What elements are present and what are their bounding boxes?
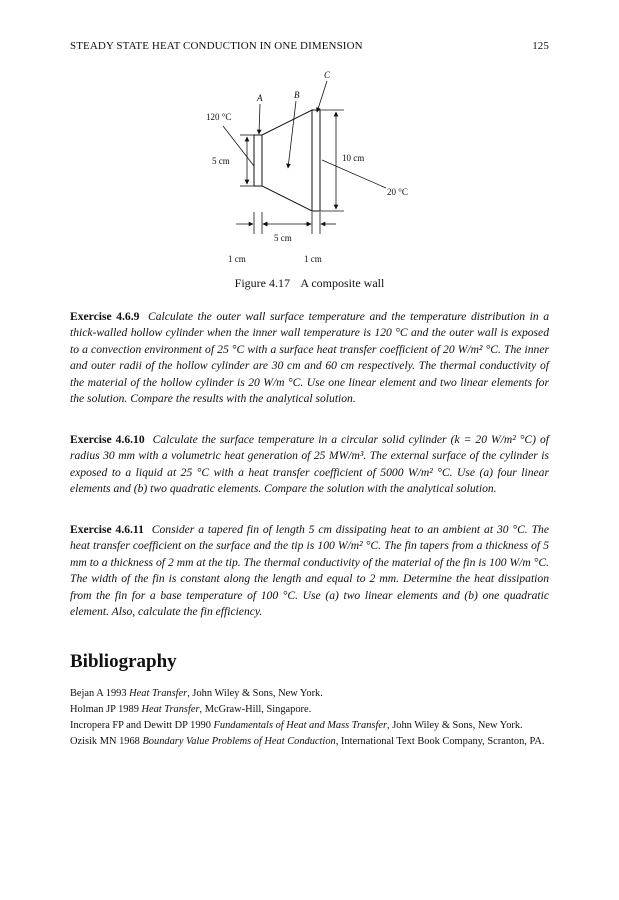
exercise-label: Exercise 4.6.10 <box>70 433 145 446</box>
exercise-label: Exercise 4.6.11 <box>70 523 144 536</box>
label-inner-temp: 120 °C <box>206 112 232 122</box>
reference-title: Heat Transfer <box>141 704 200 715</box>
pointer-b <box>288 101 296 168</box>
pointer-a <box>259 104 260 134</box>
exercise-4-6-10 <box>70 432 549 498</box>
reference-item: Ozisik MN 1968 Boundary Value Problems of Heat Conduction, International Text Book Company, Scranton, PA. <box>70 736 545 747</box>
figure-caption <box>0 276 619 291</box>
label-b: B <box>294 90 300 100</box>
exercise-label: Exercise 4.6.9 <box>70 310 140 323</box>
composite-wall-diagram <box>190 66 420 271</box>
exercise-text: Calculate the surface temperature in a circular solid cylinder (k = 20 W/m² °C) of radius 30 mm with a volumetric heat generation of 25 MW/m³. The external surface of the cylinder is exposed to a liquid at 25 °C with a heat transfer coefficient of 5000 W/m² °C. Use (a) four linear elements and (b) two quadratic elements. Compare the solution with the analytical solution. <box>70 433 550 496</box>
label-height-small: 5 cm <box>212 156 230 166</box>
reference-title: Boundary Value Problems of Heat Conduction <box>142 736 336 747</box>
caption-number: Figure 4.17 <box>234 276 290 290</box>
wall-b <box>262 110 312 211</box>
caption-text: A composite wall <box>300 276 385 290</box>
label-thick-b: 5 cm <box>274 233 292 243</box>
exercise-text: Consider a tapered fin of length 5 cm dissipating heat to an ambient at 30 °C. The heat transfer coefficient on the surface and the tip is 100 W/m² °C. The fin tapers from a thickness of 5 mm to a thickness of 2 mm at the tip. The thermal conductivity of the material of the fin is 100 W/m °C. The width of the fin is constant along the length and equal to 2 mm. Determine the heat dissipation from the fin for a base temperature of 100 °C. Use (a) two linear elements and (b) one quadratic element. Also, calculate the fin efficiency. <box>70 523 549 619</box>
reference-title: Fundamentals of Heat and Mass Transfer <box>213 720 388 731</box>
bibliography-list <box>70 686 549 750</box>
label-thick-a: 1 cm <box>228 254 246 264</box>
label-c: C <box>324 70 331 80</box>
label-ambient-temp: 20 °C <box>387 187 408 197</box>
exercise-4-6-9 <box>70 309 549 407</box>
exercise-text: Calculate the outer wall surface temperature and the temperature distribution in a thick-walled hollow cylinder when the inner wall temperature is 120 °C and the outer wall is exposed to a convection environment of 25 °C with a surface heat transfer coefficient of 20 W/m² °C. The inner and outer radii of the hollow cylinder are 30 cm and 60 cm respectively. The thermal conductivity of the material of the hollow cylinder is 20 W/m °C. Use one linear element and two linear elements for the solution. Compare the results with the analytical solution. <box>70 310 550 406</box>
wall-c <box>312 110 320 211</box>
running-header <box>70 40 549 56</box>
label-thick-c: 1 cm <box>304 254 322 264</box>
reference-title: Heat Transfer <box>129 688 188 699</box>
bibliography-heading: Bibliography <box>70 651 177 672</box>
reference-item: Bejan A 1993 Heat Transfer, John Wiley & Sons, New York. <box>70 688 323 699</box>
pointer-c <box>317 81 327 112</box>
wall-a <box>254 135 262 186</box>
exercise-4-6-11 <box>70 522 549 620</box>
reference-item: Holman JP 1989 Heat Transfer, McGraw-Hill, Singapore. <box>70 704 312 715</box>
reference-item: Incropera FP and Dewitt DP 1990 Fundamentals of Heat and Mass Transfer, John Wiley & Sons, New York. <box>70 720 523 731</box>
composite-wall-figure <box>190 66 420 271</box>
pointer-ambient-temp <box>322 160 386 188</box>
running-title: STEADY STATE HEAT CONDUCTION IN ONE DIMENSION <box>70 40 363 52</box>
label-height-large: 10 cm <box>342 153 365 163</box>
label-a: A <box>257 93 263 103</box>
page-number: 125 <box>532 40 549 52</box>
